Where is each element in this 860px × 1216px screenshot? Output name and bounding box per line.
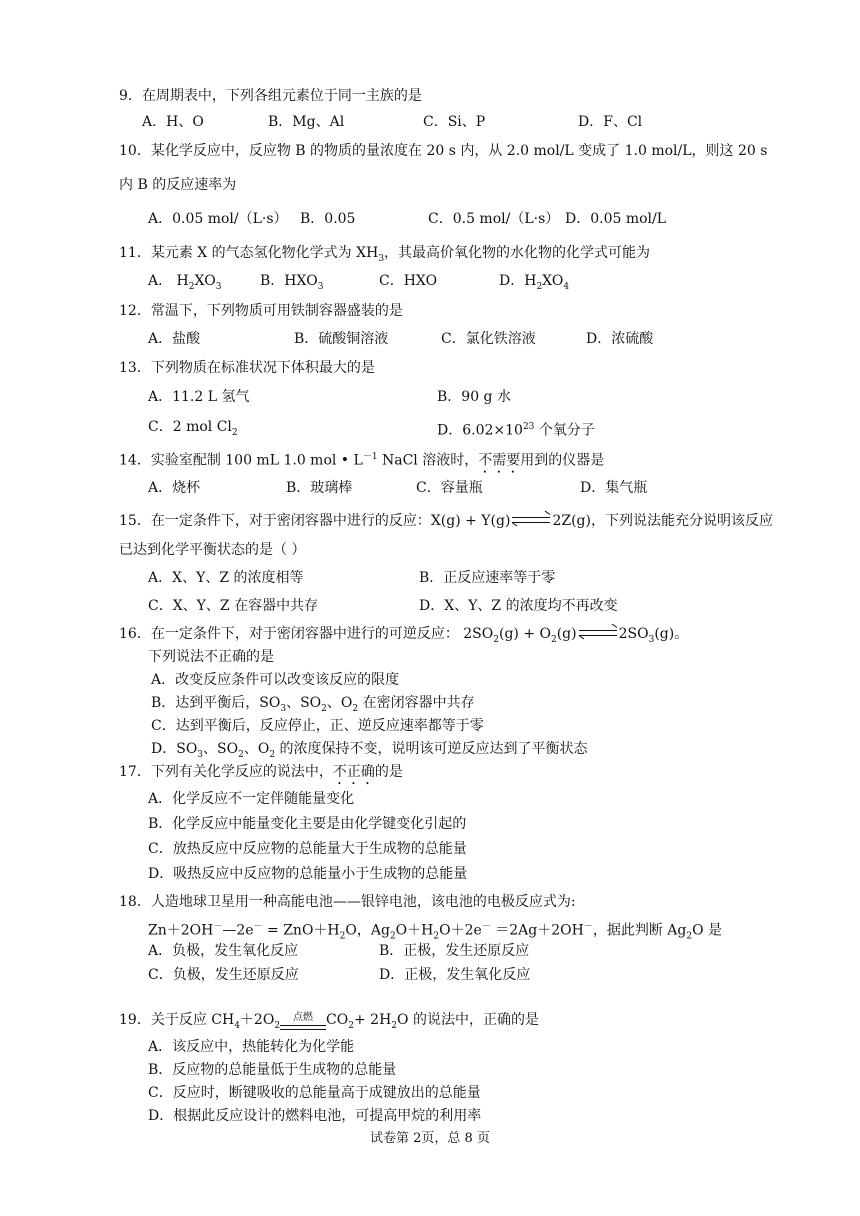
page-footer: 试卷第 2页，总 8 页 <box>370 1131 490 1146</box>
question-16-stem: 16．在一定条件下，对于密闭容器中进行的可逆反应： $2SO_2(g) + O_2(g)$ $2SO_3(g)$。 <box>119 626 689 645</box>
q18-option-a: A．负极，发生氧化反应 <box>148 943 299 959</box>
q12-option-a: A．盐酸 <box>148 331 201 347</box>
q19-option-b: B．反应物的总能量低于生成物的总能量 <box>148 1062 397 1078</box>
question-19-stem: 19．关于反应 $CH_4+2O_2$ 点燃 $CO_2+ 2H_2O$ 的说法中，正确的是 <box>119 1011 539 1035</box>
equilibrium-arrow-icon <box>579 629 617 639</box>
question-13-stem: 13．下列物质在标准状况下体积最大的是 <box>119 360 375 376</box>
question-10-stem-cont: 内 B 的反应速率为 <box>119 177 237 193</box>
question-17-stem: 17．下列有关化学反应的说法中，不正确的是 <box>119 764 403 780</box>
q13-option-b: B．90 g 水 <box>437 389 511 405</box>
q10-option-a: A．0.05 mol/（L·s） <box>148 211 288 227</box>
q12-option-b: B．硫酸铜溶液 <box>294 331 389 347</box>
q17-option-a: A．化学反应不一定伴随能量变化 <box>148 791 355 807</box>
q9-option-a: A．H、O <box>142 114 204 130</box>
q10-option-d: D．0.05 mol/L <box>565 211 667 227</box>
q15-option-a: A．X、Y、Z 的浓度相等 <box>148 570 304 586</box>
q13-option-d: D．$6.02\times 10^{23}$ 个氧分子 <box>437 422 595 439</box>
question-15-stem-cont: 已达到化学平衡状态的是（ ） <box>119 542 306 558</box>
q12-option-c: C．氯化铁溶液 <box>441 331 536 347</box>
q17-option-d: D．吸热反应中反应物的总能量小于生成物的总能量 <box>148 866 468 882</box>
ignition-label: 点燃 <box>293 1011 314 1023</box>
q19-option-d: D．根据此反应设计的燃料电池，可提高甲烷的利用率 <box>148 1108 482 1124</box>
q19-option-c: C．反应时，断键吸收的总能量高于成键放出的总能量 <box>148 1085 481 1101</box>
reaction-condition-equals <box>280 1011 326 1035</box>
question-9-stem: 9．在周期表中，下列各组元素位于同一主族的是 <box>119 88 422 104</box>
question-10-stem: 10．某化学反应中，反应物 B 的物质的量浓度在 20 s 内，从 2.0 mol/L 变成了 1.0 mol/L，则这 20 s <box>119 143 768 159</box>
q11-option-b: B．$HXO_3$ <box>260 273 324 292</box>
q17-option-b: B．化学反应中能量变化主要是由化学键变化引起的 <box>148 816 467 832</box>
q9-option-b: B．Mg、Al <box>268 114 345 130</box>
q15-option-b: B．正反应速率等于零 <box>419 570 556 586</box>
q16-option-a: A．改变反应条件可以改变该反应的限度 <box>151 672 400 688</box>
q15-option-d: D．X、Y、Z 的浓度均不再改变 <box>419 598 618 614</box>
q14-option-d: D．集气瓶 <box>580 480 648 496</box>
q14-option-c: C．容量瓶 <box>416 480 483 496</box>
q16-option-d: D．$SO_3$、$SO_2$、$O_2$ 的浓度保持不变，说明该可逆反应达到了平衡状态 <box>151 741 588 760</box>
question-15-stem: 15．在一定条件下，对于密闭容器中进行的反应：X(g) + Y(g) 2Z(g)，下列说法能充分说明该反应 <box>119 513 773 529</box>
q18-option-b: B．正极，发生还原反应 <box>379 943 530 959</box>
q9-option-c: C．Si、P <box>423 114 486 130</box>
q18-option-c: C．负极，发生还原反应 <box>148 967 299 983</box>
q11-option-a: A． $H_2XO_3$ <box>148 273 222 292</box>
q17-option-c: C．放热反应中反应物的总能量大于生成物的总能量 <box>148 841 467 857</box>
q13-option-c: C．2 mol $Cl_2$ <box>148 419 238 438</box>
q11-option-c: C．HXO <box>379 273 438 289</box>
question-18-stem: 18．人造地球卫星用一种高能电池——银锌电池，该电池的电极反应式为: <box>119 894 576 910</box>
q10-option-b: B．0.05 <box>300 211 356 227</box>
q15-option-c: C．X、Y、Z 在容器中共存 <box>148 598 319 614</box>
question-12-stem: 12．常温下，下列物质可用铁制容器盛装的是 <box>119 303 403 319</box>
q14-option-b: B．玻璃棒 <box>286 480 353 496</box>
q19-option-a: A．该反应中，热能转化为化学能 <box>148 1039 355 1055</box>
question-11-stem: 11．某元素 X 的气态氢化物化学式为 $XH_3$，其最高价氧化物的水化物的化学式可能为 <box>119 245 651 264</box>
equilibrium-arrow-icon <box>512 516 550 526</box>
q12-option-d: D．浓硫酸 <box>586 331 654 347</box>
q11-option-d: D．$H_2XO_4$ <box>499 273 570 292</box>
q9-option-d: D．F、Cl <box>578 114 643 130</box>
q13-option-a: A．11.2 L 氢气 <box>148 389 250 405</box>
q18-option-d: D．正极，发生氧化反应 <box>379 967 531 983</box>
q10-option-c: C．0.5 mol/（L·s） <box>428 211 560 227</box>
q16-option-c: C．达到平衡后，反应停止，正、逆反应速率都等于零 <box>151 718 484 734</box>
question-14-stem: 14．实验室配制 100 mL 1.0 mol • $L^{-1}$ NaCl 溶液时，不需要用到的仪器是 <box>119 452 605 469</box>
question-18-equation: Zn＋2OH－—2e－ = $ZnO+H_2O$，$Ag_2O+H_2O+2e^- =2Ag+2OH^-$，据此判断 $Ag_2O$ 是 <box>148 922 723 942</box>
question-16-stem-cont: 下列说法不正确的是 <box>148 649 274 665</box>
q14-option-a: A．烧杯 <box>148 480 201 496</box>
q16-option-b: B．达到平衡后，$SO_3$、$SO_2$、$O_2$ 在密闭容器中共存 <box>151 695 475 714</box>
